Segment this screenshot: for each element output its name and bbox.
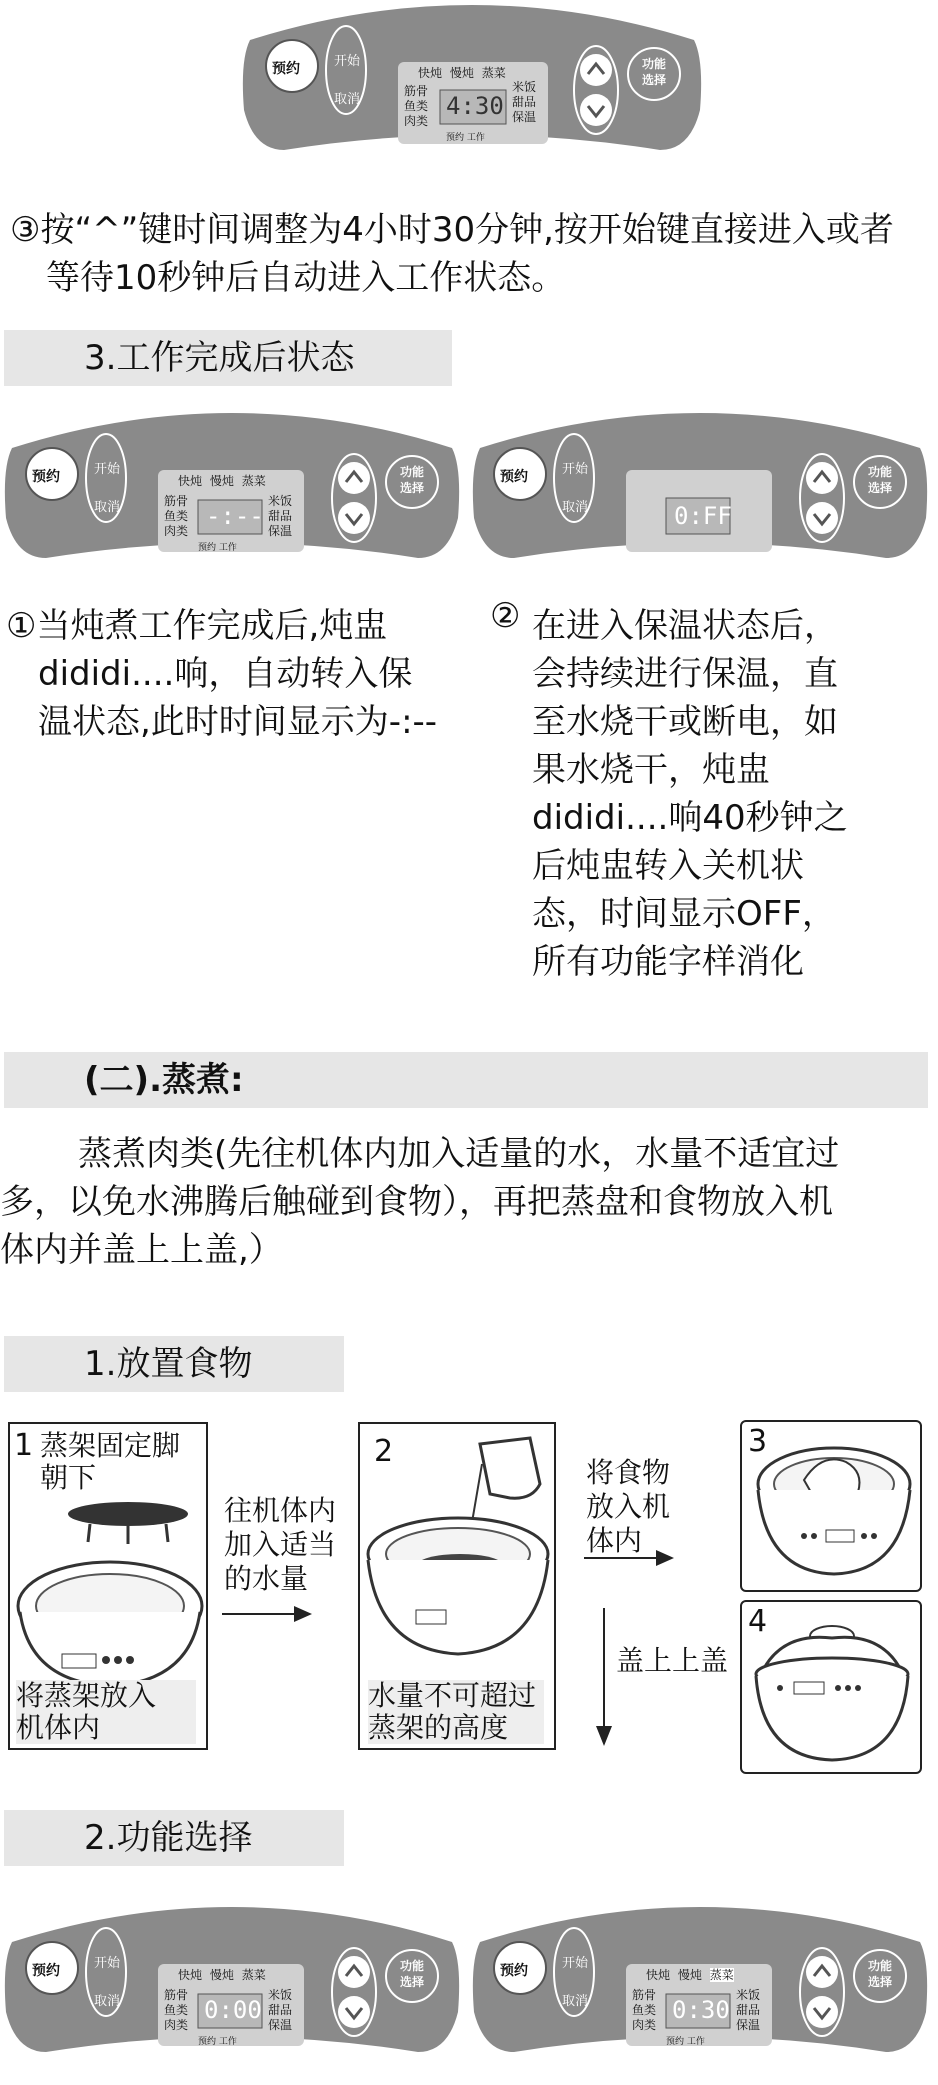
off-number: ② [490,596,521,636]
steam-paragraph [0,1130,938,1274]
mode-steam: 蒸菜 [241,474,266,488]
mode-right-labels [268,1988,292,2033]
mode-slow: 慢炖 [449,66,474,80]
off-line-3: 至水烧干或断电，如 [532,702,838,742]
arrow3-text: 盖上上盖 [616,1644,729,1677]
mode-quick: 快炖 [418,66,443,80]
time-display: -:-- [206,502,264,530]
figure-1 [8,1422,208,1750]
arrow2-text [586,1456,670,1558]
mode-top-labels [646,1966,734,1983]
mode-right-labels [512,80,536,125]
step3-line-2: 等待10秒钟后自动进入工作状态。 [46,258,566,298]
figure-2-bottom-label [368,1680,544,1744]
function-label-1: 功能 [400,465,425,479]
arrow2-line-2: 放入机 [586,1490,671,1523]
display-small-labels [198,540,237,553]
arrow-right-icon-2 [584,1548,676,1568]
arrow1-line-1: 往机体内 [224,1494,337,1527]
mode-meat: 肉类 [404,114,429,128]
mode-keep-warm: 保温 [512,110,537,124]
small-reserve: 预约 [198,543,217,553]
mode-dessert: 甜品 [268,509,293,523]
cancel-button[interactable]: 取消 [334,92,361,107]
function-label-1: 功能 [868,465,893,479]
mode-steam: 蒸菜 [481,66,506,80]
off-text [532,602,848,986]
mode-bone: 筋骨 [632,1988,657,2002]
pouring-water-illustration [360,1424,554,1694]
cancel-button[interactable]: 取消 [562,1994,589,2009]
arrow1-line-3: 的水量 [224,1562,309,1595]
start-button[interactable]: 开始 [562,462,589,477]
section3-title: 3.工作完成后状态 [84,338,355,378]
figure-4-number: 4 [748,1604,768,1639]
figure-4 [740,1600,922,1774]
mode-rice: 米饭 [268,1988,293,2002]
mode-rice: 米饭 [736,1988,761,2002]
mode-meat: 肉类 [164,2018,189,2032]
small-work: 工作 [686,2037,705,2047]
mode-rice: 米饭 [268,494,293,508]
section3-header [4,330,452,386]
time-display: 4:30 [446,92,504,120]
steam-rack-pot-illustration [10,1494,206,1694]
small-reserve: 预约 [198,2037,217,2047]
mode-fish: 鱼类 [164,509,189,523]
function-label-1: 功能 [400,1959,425,1973]
brand-label: 营养隔水炖 [410,154,510,175]
brand-label: 营养隔水炖 [170,564,270,585]
off-line-1: 在进入保温状态后， [532,606,838,646]
done-text [6,602,437,746]
mode-slow: 慢炖 [209,1968,234,1982]
fig1-top-line-2: 朝下 [40,1461,97,1494]
control-panel-done [2,408,462,588]
fig2-bottom-line-2: 蒸架的高度 [368,1711,509,1744]
mode-dessert: 甜品 [268,2003,293,2017]
mode-keep-warm: 保温 [268,524,293,538]
function-button[interactable] [400,464,424,496]
arrow1-text [224,1494,336,1596]
function-label-2: 选择 [400,1975,425,1989]
function-label-1: 功能 [642,57,667,71]
step3-text [10,206,894,302]
mode-left-labels [632,1988,656,2033]
figure-2-number: 2 [374,1434,394,1469]
control-panel-bottom-1 [2,1902,462,2082]
mode-dessert: 甜品 [736,2003,761,2017]
figure-2 [358,1422,556,1750]
fig1-bottom-line-2: 机体内 [16,1711,101,1744]
mode-keep-warm: 保温 [268,2018,293,2032]
brand-label: 营养隔水炖 [638,2058,738,2079]
mode-fish: 鱼类 [164,2003,189,2017]
mode-bone: 筋骨 [404,84,429,98]
mode-dessert: 甜品 [512,95,537,109]
arrow2-line-3: 体内 [586,1524,643,1557]
start-button[interactable]: 开始 [562,1956,589,1971]
off-line-7: 态，时间显示OFF， [532,894,836,934]
function-button[interactable] [868,464,892,496]
steam-line-3: 体内并盖上上盖,） [0,1230,283,1270]
fig1-top-line-1: 蒸架固定脚 [40,1429,181,1462]
covered-pot-illustration [742,1602,920,1772]
reserve-button[interactable]: 预约 [500,1963,528,1979]
start-button[interactable]: 开始 [94,462,121,477]
cancel-button[interactable]: 取消 [562,500,589,515]
arrow-down-icon [594,1608,614,1748]
off-line-2: 会持续进行保温，直 [532,654,838,694]
control-panel-bottom-2 [470,1902,930,2082]
done-line-1: ①当炖煮工作完成后,炖盅 [6,606,388,646]
steam-line-2: 多，以免水沸腾后触碰到食物），再把蒸盘和食物放入机 [0,1182,833,1222]
small-work: 工作 [218,543,237,553]
time-display: 0:FF [674,502,732,530]
steam-line-1: 蒸煮肉类(先往机体内加入适量的水，水量不适宜过 [78,1134,840,1174]
reserve-button[interactable]: 预约 [32,469,60,485]
off-line-4: 果水烧干，炖盅 [532,750,770,790]
small-reserve: 预约 [446,133,465,143]
function-button[interactable] [400,1958,424,1990]
mode-top-labels [418,64,506,81]
control-panel-off [470,408,930,588]
figure-3-number: 3 [748,1424,768,1459]
mode-slow: 慢炖 [677,1968,702,1982]
mode-keep-warm: 保温 [736,2018,761,2032]
mode-rice: 米饭 [512,80,537,94]
mode-top-labels [178,1966,266,1983]
sub2-header [4,1810,344,1866]
mode-top-labels [178,472,266,489]
mode-steam: 蒸菜 [241,1968,266,1982]
arrow-right-icon [222,1604,314,1624]
time-display: 0:00 [204,1996,262,2024]
function-label-1: 功能 [868,1959,893,1973]
mode-steam: 蒸菜 [709,1968,734,1982]
done-line-2: dididi....响，自动转入保 [38,654,413,694]
function-button[interactable] [642,56,666,88]
figure-1-top-label [40,1430,180,1494]
control-panel-top [240,0,704,180]
mode-fish: 鱼类 [632,2003,657,2017]
brand-label: 营养隔水炖 [638,564,738,585]
display-small-labels [666,2034,705,2047]
sub1-header [4,1336,344,1392]
mode-quick: 快炖 [178,474,203,488]
mode-quick: 快炖 [646,1968,671,1982]
function-label-2: 选择 [400,481,425,495]
fig2-bottom-line-1: 水量不可超过 [368,1679,537,1712]
sub2-title: 2.功能选择 [84,1818,253,1858]
section2-header [4,1052,928,1108]
step3-line-1: ③按“^”键时间调整为4小时30分钟,按开始键直接进入或者 [10,210,894,250]
mode-fish: 鱼类 [404,99,429,113]
off-line-6: 后炖盅转入关机状 [532,846,804,886]
mode-left-labels [404,84,428,129]
mode-left-labels [164,1988,188,2033]
function-label-2: 选择 [642,73,667,87]
mode-meat: 肉类 [632,2018,657,2032]
start-button[interactable]: 开始 [334,54,361,69]
arrow1-line-2: 加入适当 [224,1528,337,1561]
food-in-pot-illustration [742,1422,920,1590]
figure-1-bottom-label [16,1680,196,1744]
start-button[interactable]: 开始 [94,1956,121,1971]
sub1-title: 1.放置食物 [84,1344,253,1384]
display-small-labels [446,130,485,143]
section2-title: (二).蒸煮: [84,1060,244,1100]
off-line-8: 所有功能字样消化 [532,942,804,982]
function-label-2: 选择 [868,481,893,495]
fig1-bottom-line-1: 将蒸架放入 [16,1679,157,1712]
mode-left-labels [164,494,188,539]
time-display: 0:30 [672,1996,730,2024]
cancel-button[interactable]: 取消 [94,500,121,515]
reserve-button[interactable]: 预约 [500,469,528,485]
cancel-button[interactable]: 取消 [94,1994,121,2009]
small-work: 工作 [466,133,485,143]
figure-1-number: 1 [14,1428,34,1463]
function-button[interactable] [868,1958,892,1990]
small-reserve: 预约 [666,2037,685,2047]
mode-right-labels [736,1988,760,2033]
reserve-button[interactable]: 预约 [32,1963,60,1979]
display-small-labels [198,2034,237,2047]
mode-bone: 筋骨 [164,1988,189,2002]
small-work: 工作 [218,2037,237,2047]
mode-slow: 慢炖 [209,474,234,488]
brand-label: 营养隔水炖 [170,2058,270,2079]
figure-3 [740,1420,922,1592]
mode-quick: 快炖 [178,1968,203,1982]
done-line-3: 温状态,此时时间显示为-:-- [38,702,438,742]
function-label-2: 选择 [868,1975,893,1989]
arrow2-line-1: 将食物 [586,1456,671,1489]
mode-right-labels [268,494,292,539]
off-line-5: dididi....响40秒钟之 [532,798,848,838]
mode-bone: 筋骨 [164,494,189,508]
mode-meat: 肉类 [164,524,189,538]
reserve-button[interactable]: 预约 [272,61,300,77]
